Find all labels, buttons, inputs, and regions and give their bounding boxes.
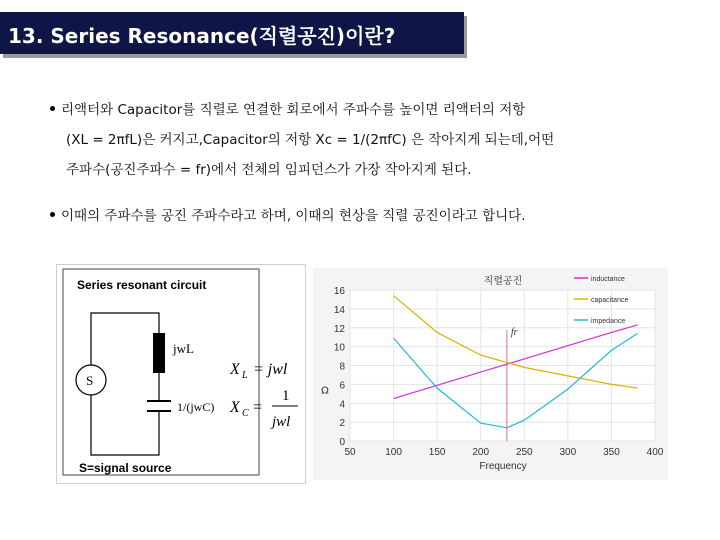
bullet-2-line-1 bbox=[50, 204, 526, 224]
resonance-annotation: fr bbox=[510, 327, 518, 338]
y-tick-label: 8 bbox=[339, 361, 345, 373]
legend-label-capacitance: capacitance bbox=[591, 297, 629, 304]
xc-symbol: X bbox=[230, 399, 240, 416]
xc-subscript: C bbox=[242, 408, 249, 419]
xc-equals: = bbox=[253, 399, 263, 416]
x-tick-label: 400 bbox=[646, 447, 664, 458]
resonance-chart bbox=[313, 268, 668, 480]
circuit-heading: Series resonant circuit bbox=[77, 278, 207, 292]
y-axis-label: Ω bbox=[321, 385, 329, 397]
xc-denominator: jwl bbox=[272, 414, 291, 430]
x-tick-label: 150 bbox=[428, 447, 446, 458]
x-tick-label: 100 bbox=[385, 447, 402, 458]
xl-expression: = jwl bbox=[253, 361, 288, 378]
bullet-1-line-3: 주파수(공진주파수 = fr)에서 전체의 임피던스가 가장 작아지게 된다. bbox=[66, 162, 472, 178]
title-bar bbox=[0, 12, 464, 54]
bullet-text: 이때의 주파수를 공진 주파수라고 하며, 이때의 현상을 직렬 공진이라고 합니다. bbox=[61, 208, 526, 224]
inductor-symbol bbox=[153, 333, 165, 373]
bullet-dot bbox=[50, 106, 55, 111]
equations bbox=[226, 350, 316, 430]
y-tick-label: 12 bbox=[333, 323, 345, 335]
y-tick-label: 14 bbox=[333, 304, 345, 316]
inductor-label: jwL bbox=[173, 341, 194, 356]
x-tick-label: 50 bbox=[344, 447, 356, 458]
slide-title: 13. Series Resonance(직렬공진)이란? bbox=[8, 24, 396, 48]
source-label: S bbox=[86, 373, 94, 388]
capacitor-label: 1/(jwC) bbox=[177, 400, 215, 414]
y-tick-label: 10 bbox=[333, 342, 345, 354]
x-axis-label: Frequency bbox=[479, 461, 527, 472]
bullet-1-line-1 bbox=[50, 98, 525, 118]
circuit-legend: S=signal source bbox=[79, 461, 172, 475]
y-tick-label: 0 bbox=[339, 437, 345, 448]
xl-symbol: X bbox=[230, 361, 240, 378]
chart-svg bbox=[313, 268, 668, 480]
xl-subscript: L bbox=[242, 370, 248, 381]
x-tick-label: 250 bbox=[515, 447, 533, 458]
xc-numerator: 1 bbox=[282, 388, 290, 404]
bullet-1-line-2: (XL = 2πfL)은 커지고,Capacitor의 저항 Xc = 1/(2πfC) 은 작아지게 되는데,어떤 bbox=[66, 132, 555, 148]
bullet-dot bbox=[50, 212, 55, 217]
y-tick-label: 4 bbox=[339, 399, 345, 411]
x-tick-label: 200 bbox=[472, 447, 490, 458]
y-tick-label: 16 bbox=[333, 286, 345, 297]
legend-label-inductance: inductance bbox=[591, 276, 625, 283]
chart-title: 직렬공진 bbox=[483, 276, 523, 287]
x-tick-label: 300 bbox=[559, 447, 577, 458]
y-tick-label: 6 bbox=[339, 380, 345, 392]
legend-label-impedance: impedance bbox=[591, 318, 626, 325]
bullet-text: 리액터와 Capacitor를 직렬로 연결한 회로에서 주파수를 높이면 리액터의 저항 bbox=[61, 102, 526, 118]
y-tick-label: 2 bbox=[339, 418, 345, 430]
x-tick-label: 350 bbox=[603, 447, 620, 458]
